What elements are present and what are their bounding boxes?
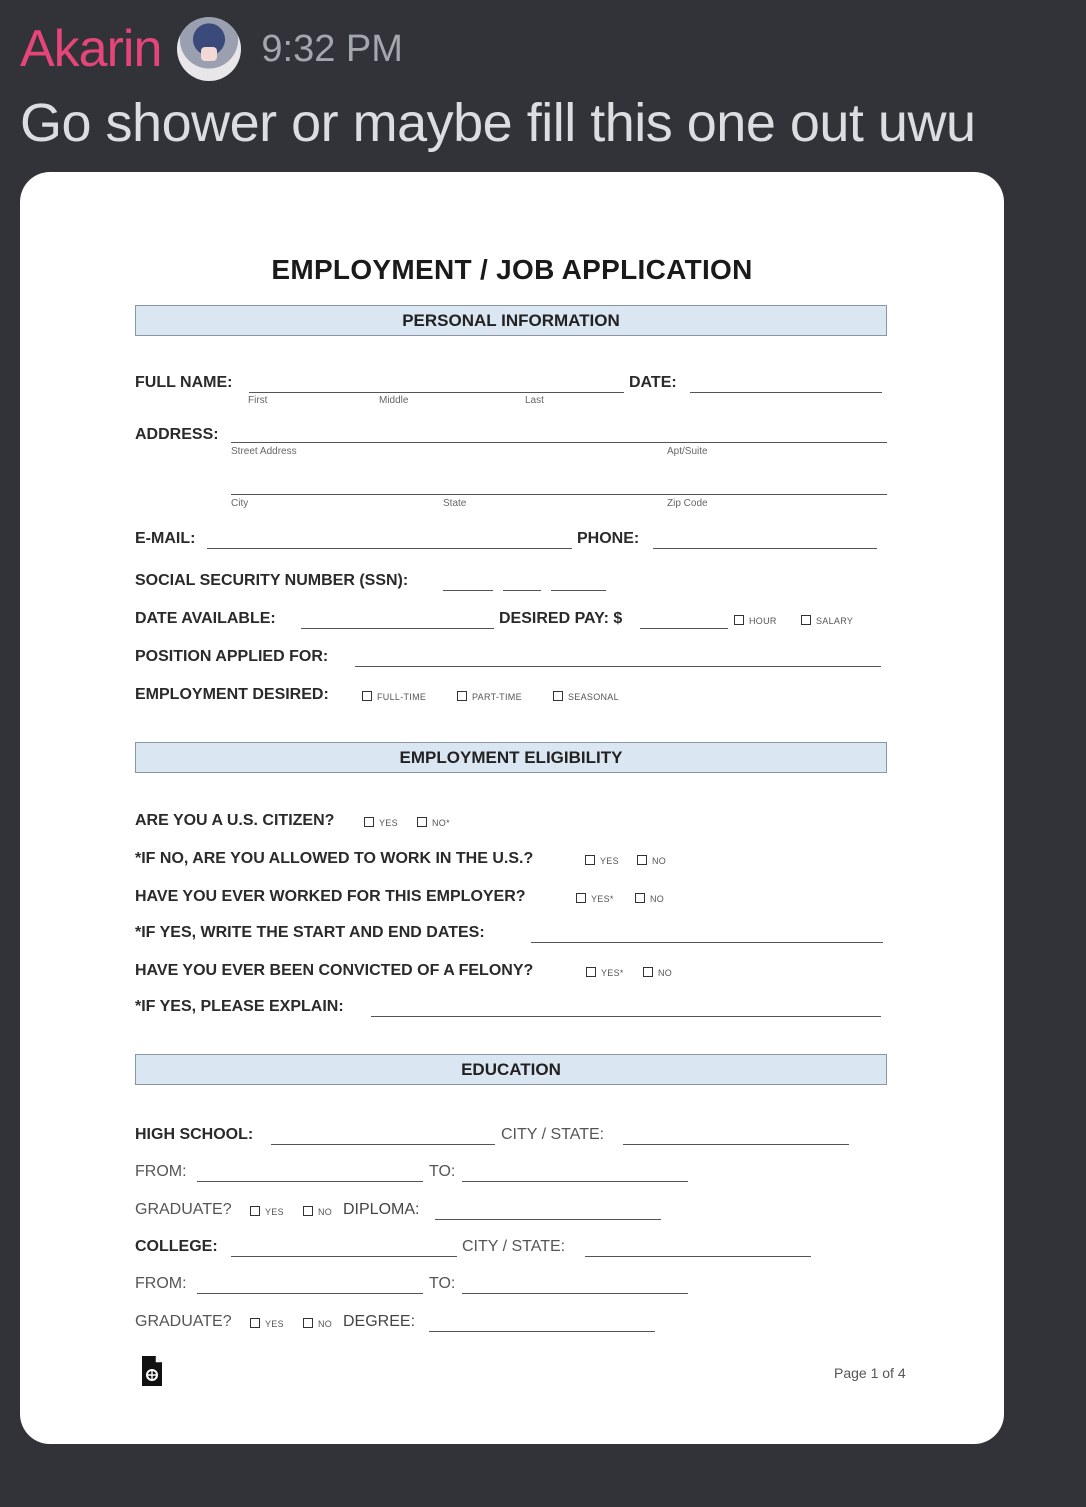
college-line bbox=[231, 1256, 457, 1257]
explain-label: *IF YES, PLEASE EXPLAIN: bbox=[135, 998, 344, 1015]
college-graduate-no-checkbox[interactable] bbox=[303, 1318, 313, 1328]
high-school-from-line bbox=[197, 1181, 423, 1182]
address-line-1 bbox=[231, 442, 887, 443]
citizen-yes-option: YES bbox=[379, 818, 398, 828]
document-title: EMPLOYMENT / JOB APPLICATION bbox=[271, 254, 753, 285]
section-employment-eligibility: EMPLOYMENT ELIGIBILITY bbox=[135, 742, 887, 773]
salary-option: SALARY bbox=[816, 616, 854, 626]
high-school-from-row bbox=[135, 1163, 887, 1185]
date-available-row bbox=[135, 610, 887, 632]
college-to-line bbox=[462, 1293, 688, 1294]
ssn-label: SOCIAL SECURITY NUMBER (SSN): bbox=[135, 572, 409, 589]
allowed-label: *IF NO, ARE YOU ALLOWED TO WORK IN THE U.S.? bbox=[135, 850, 534, 867]
phone-line bbox=[653, 548, 877, 549]
ssn-line-1 bbox=[443, 590, 493, 591]
employment-desired-label: EMPLOYMENT DESIRED: bbox=[135, 686, 329, 703]
email-phone-row bbox=[135, 530, 887, 552]
high-school-graduate-no-checkbox[interactable] bbox=[303, 1206, 313, 1216]
zip-sublabel: Zip Code bbox=[667, 498, 708, 509]
email-line bbox=[207, 548, 572, 549]
seasonal-checkbox[interactable] bbox=[553, 691, 563, 701]
full-name-label: FULL NAME: bbox=[135, 374, 233, 391]
full-name-row bbox=[135, 374, 887, 406]
username[interactable]: Akarin bbox=[20, 20, 162, 78]
college-graduate-yes-option: YES bbox=[265, 1319, 284, 1329]
explain-line bbox=[371, 1016, 881, 1017]
worked-label: HAVE YOU EVER WORKED FOR THIS EMPLOYER? bbox=[135, 888, 526, 905]
ssn-line-2 bbox=[503, 590, 541, 591]
college-city-state-label: CITY / STATE: bbox=[462, 1238, 566, 1255]
hour-option: HOUR bbox=[749, 616, 777, 626]
date-line bbox=[690, 392, 882, 393]
apt-sublabel: Apt/Suite bbox=[667, 446, 708, 457]
citizen-row bbox=[135, 812, 887, 834]
allowed-yes-checkbox[interactable] bbox=[585, 855, 595, 865]
college-graduate-no-option: NO bbox=[318, 1319, 333, 1329]
date-available-line bbox=[301, 628, 494, 629]
section-personal-information: PERSONAL INFORMATION bbox=[135, 305, 887, 336]
felony-label: HAVE YOU EVER BEEN CONVICTED OF A FELONY? bbox=[135, 962, 534, 979]
felony-row bbox=[135, 962, 887, 984]
document-attachment[interactable] bbox=[20, 172, 1004, 1444]
high-school-graduate-no-option: NO bbox=[318, 1207, 333, 1217]
high-school-city-state-line bbox=[623, 1144, 849, 1145]
date-label: DATE: bbox=[629, 374, 677, 391]
timestamp: 9:32 PM bbox=[261, 27, 403, 70]
citizen-label: ARE YOU A U.S. CITIZEN? bbox=[135, 812, 335, 829]
street-sublabel: Street Address bbox=[231, 446, 297, 457]
degree-line bbox=[429, 1331, 655, 1332]
high-school-graduate-yes-option: YES bbox=[265, 1207, 284, 1217]
college-graduate-yes-checkbox[interactable] bbox=[250, 1318, 260, 1328]
email-label: E-MAIL: bbox=[135, 530, 196, 547]
high-school-to-label: TO: bbox=[429, 1163, 456, 1180]
ssn-line-3 bbox=[551, 590, 606, 591]
college-label: COLLEGE: bbox=[135, 1238, 218, 1255]
felony-yes-checkbox[interactable] bbox=[586, 967, 596, 977]
high-school-from-label: FROM: bbox=[135, 1163, 187, 1180]
full-name-line bbox=[249, 392, 624, 393]
citizen-no-checkbox[interactable] bbox=[417, 817, 427, 827]
degree-label: DEGREE: bbox=[343, 1313, 416, 1330]
allowed-no-checkbox[interactable] bbox=[637, 855, 647, 865]
address-label: ADDRESS: bbox=[135, 426, 219, 443]
position-line bbox=[355, 666, 881, 667]
citizen-yes-checkbox[interactable] bbox=[364, 817, 374, 827]
hour-checkbox[interactable] bbox=[734, 615, 744, 625]
salary-checkbox[interactable] bbox=[801, 615, 811, 625]
worked-yes-checkbox[interactable] bbox=[576, 893, 586, 903]
middle-sublabel: Middle bbox=[379, 395, 409, 406]
worked-no-option: NO bbox=[650, 894, 665, 904]
dates-line bbox=[531, 942, 883, 943]
avatar-icon[interactable] bbox=[177, 17, 241, 81]
felony-no-checkbox[interactable] bbox=[643, 967, 653, 977]
document-icon bbox=[140, 1355, 164, 1392]
allowed-row bbox=[135, 850, 887, 872]
dates-label: *IF YES, WRITE THE START AND END DATES: bbox=[135, 924, 485, 941]
full-time-option: FULL-TIME bbox=[377, 692, 427, 702]
part-time-option: PART-TIME bbox=[472, 692, 522, 702]
diploma-line bbox=[435, 1219, 661, 1220]
felony-yes-option: YES* bbox=[601, 968, 624, 978]
position-row bbox=[135, 648, 887, 670]
citizen-no-option: NO* bbox=[432, 818, 450, 828]
explain-row bbox=[135, 998, 887, 1020]
college-from-label: FROM: bbox=[135, 1275, 187, 1292]
address-row bbox=[135, 426, 887, 509]
worked-no-checkbox[interactable] bbox=[635, 893, 645, 903]
city-sublabel: City bbox=[231, 498, 249, 509]
section-education: EDUCATION bbox=[135, 1054, 887, 1085]
high-school-label: HIGH SCHOOL: bbox=[135, 1126, 254, 1143]
college-from-row bbox=[135, 1275, 887, 1297]
allowed-no-option: NO bbox=[652, 856, 667, 866]
allowed-yes-option: YES bbox=[600, 856, 619, 866]
address-line-2 bbox=[231, 494, 887, 495]
college-from-line bbox=[197, 1293, 423, 1294]
phone-label: PHONE: bbox=[577, 530, 640, 547]
date-available-label: DATE AVAILABLE: bbox=[135, 610, 276, 627]
worked-yes-option: YES* bbox=[591, 894, 614, 904]
page-count: Page 1 of 4 bbox=[834, 1365, 906, 1381]
seasonal-option: SEASONAL bbox=[568, 692, 619, 702]
full-time-checkbox[interactable] bbox=[362, 691, 372, 701]
college-graduate-label: GRADUATE? bbox=[135, 1313, 232, 1330]
dates-row bbox=[135, 924, 887, 946]
part-time-checkbox[interactable] bbox=[457, 691, 467, 701]
first-sublabel: First bbox=[248, 395, 268, 406]
high-school-city-state-label: CITY / STATE: bbox=[501, 1126, 605, 1143]
last-sublabel: Last bbox=[525, 395, 544, 406]
diploma-label: DIPLOMA: bbox=[343, 1201, 420, 1218]
college-row bbox=[135, 1238, 887, 1260]
high-school-to-line bbox=[462, 1181, 688, 1182]
high-school-graduate-yes-checkbox[interactable] bbox=[250, 1206, 260, 1216]
employment-desired-row bbox=[135, 686, 887, 708]
felony-no-option: NO bbox=[658, 968, 673, 978]
college-to-label: TO: bbox=[429, 1275, 456, 1292]
desired-pay-line bbox=[640, 628, 728, 629]
message-text: Go shower or maybe fill this one out uwu bbox=[20, 93, 976, 153]
high-school-line bbox=[271, 1144, 495, 1145]
worked-row bbox=[135, 888, 887, 910]
college-graduate-row bbox=[135, 1313, 887, 1335]
college-city-state-line bbox=[585, 1256, 811, 1257]
message-header bbox=[20, 14, 403, 84]
ssn-row bbox=[135, 572, 887, 594]
position-label: POSITION APPLIED FOR: bbox=[135, 648, 329, 665]
high-school-graduate-row bbox=[135, 1201, 887, 1223]
high-school-graduate-label: GRADUATE? bbox=[135, 1201, 232, 1218]
desired-pay-label: DESIRED PAY: $ bbox=[499, 610, 623, 627]
high-school-row bbox=[135, 1126, 887, 1148]
state-sublabel: State bbox=[443, 498, 467, 509]
